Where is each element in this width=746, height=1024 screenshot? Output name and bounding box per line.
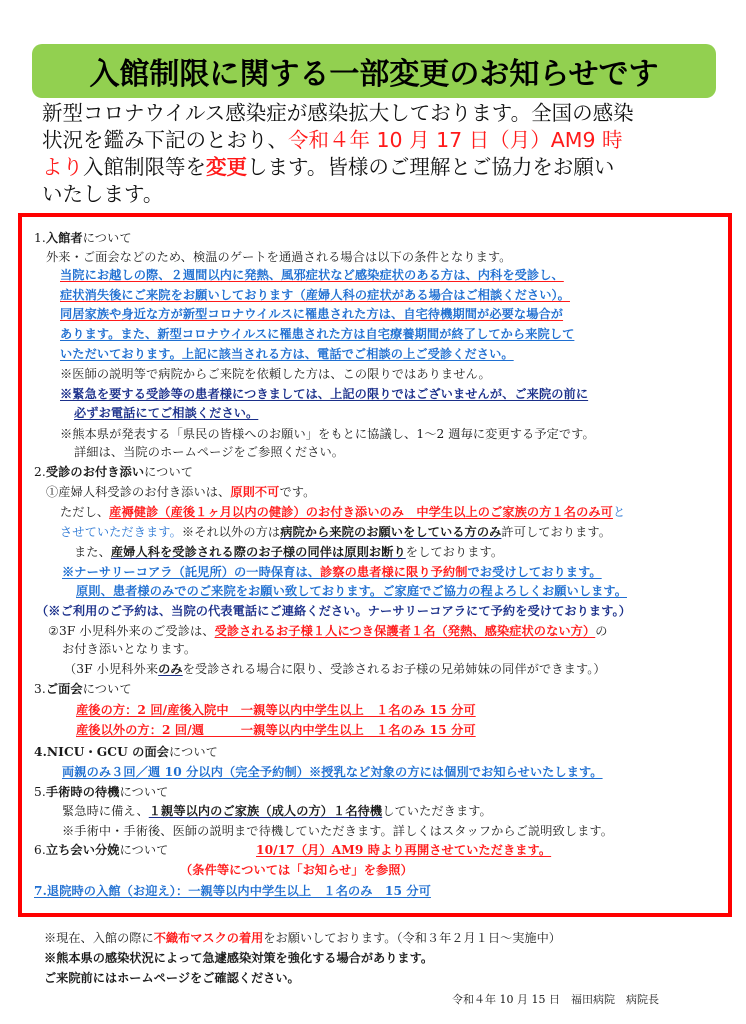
section-4-heading: 4.NICU・GCU の面会について (34, 745, 218, 759)
change-emphasis: 変更 (206, 155, 247, 179)
section-5-line: ※手術中・手術後、医師の説明まで待機していただきます。詳しくはスタッフからご説明致します。 (62, 824, 613, 838)
footer-line: ※熊本県の感染状況によって急遽感染対策を強化する場合があります。 (44, 951, 434, 965)
section-5-heading: 5.手術時の待機について (34, 785, 169, 799)
section-1-line: ※医師の説明等で病院からご来院を依頼した方は、この限りではありません。 (60, 367, 491, 381)
footer-line: ご来院前にはホームページをご確認ください。 (44, 971, 300, 985)
section-6-line: （条件等については「お知らせ」を参照） (180, 863, 413, 877)
visit-rule-postpartum: 産後の方：2 回/産後入院中 一親等以内中学生以上 １名のみ 15 分可 (76, 703, 476, 717)
section-1-line: ※緊急を要する受診等の患者様につきましては、上記の限りではございませんが、ご来院の前に (60, 387, 589, 401)
section-6-heading: 6.立ち会い分娩について (34, 843, 169, 857)
section-2-line: お付き添いとなります。 (62, 642, 197, 656)
effective-date: 令和４年 10 月 17 日（月）AM9 時 (288, 128, 623, 152)
section-4-line: 両親のみ３回／週 10 分以内（完全予約制）※授乳など対象の方には個別でお知らせいたします。 (62, 765, 603, 779)
footer-mask-note: ※現在、入館の際に不織布マスクの着用をお願いしております。（令和３年２月１日～実施中） (44, 931, 561, 945)
section-2-line: また、産婦人科を受診される際のお子様の同伴は原則お断りをしております。 (74, 545, 504, 559)
section-1-heading: 1.入館者について (34, 231, 132, 245)
intro-line: 状況を鑑み下記のとおり、令和４年 10 月 17 日（月）AM9 時 (42, 128, 623, 152)
section-2-line: させていただきます。※それ以外の方は病院から来院のお願いをしている方のみ許可しております。 (60, 525, 612, 539)
section-6-line: 10/17（月）AM9 時より再開させていただきます。 (256, 843, 552, 857)
section-7-line: 7.退院時の入館（お迎え）：一親等以内中学生以上 １名のみ 15 分可 (34, 884, 431, 898)
section-1-line: 同居家族や身近な方が新型コロナウイルスに罹患された方は、自宅待機期間が必要な場合が (60, 307, 564, 321)
intro-line: より入館制限等を変更します。皆様のご理解とご協力をお願い (42, 155, 615, 179)
footer-signature: 令和４年 10 月 15 日 福田病院 病院長 (452, 993, 659, 1006)
section-1-line: ※熊本県が発表する「県民の皆様へのお願い」をもとに協議し、1～2 週毎に変更する予定です。 (60, 427, 595, 441)
section-5-line: 緊急時に備え、１親等以内のご家族（成人の方）１名待機していただきます。 (62, 804, 492, 818)
section-1-line: いただいております。上記に該当される方は、電話でご相談の上ご受診ください。 (60, 347, 514, 361)
section-3-heading: 3.ご面会について (34, 682, 132, 696)
section-2-line: ②3F 小児科外来のご受診は、受診されるお子様１人につき保護者１名（発熱、感染症状のない方）の (48, 624, 608, 638)
section-1-line: 詳細は、当院のホームページをご参照ください。 (74, 445, 345, 459)
intro-line: いたします。 (42, 182, 164, 206)
section-1-line: 症状消失後にご来院をお願いしております（産婦人科の症状がある場合はご相談ください）。 (60, 288, 570, 302)
section-1-line: 外来・ご面会などのため、検温のゲートを通過される場合は以下の条件となります。 (46, 250, 512, 264)
intro-line: 新型コロナウイルス感染症が感染拡大しております。全国の感染 (42, 101, 634, 125)
notice-title: 入館制限に関する一部変更のお知らせです (32, 44, 716, 98)
intro-paragraph (42, 100, 722, 208)
section-1-line: 当院にお越しの際、２週間以内に発熱、風邪症状など感染症状のある方は、内科を受診し、 (60, 268, 564, 282)
section-2-line: ただし、産褥健診（産後１ヶ月以内の健診）のお付き添いのみ 中学生以上のご家族の方１名のみ可と (60, 505, 626, 519)
section-2-heading: 2.受診のお付き添いについて (34, 465, 194, 479)
section-2-line: （※ご利用のご予約は、当院の代表電話にご連絡ください。ナーサリーコアラにて予約を受けております。） (36, 604, 632, 618)
section-1-line: あります。また、新型コロナウイルスに罹患された方は自宅療養期間が終了してから来院して (60, 327, 575, 341)
section-1-line: 必ずお電話にてご相談ください。 (74, 406, 259, 420)
section-2-line: ※ナーサリーコアラ（託児所）の一時保育は、診察の患者様に限り予約制でお受けしております。 (62, 565, 602, 579)
section-2-line: 原則、患者様のみでのご来院をお願い致しております。ご家庭でご協力の程よろしくお願いします。 (76, 584, 627, 598)
visit-rule-other: 産後以外の方：2 回/週 一親等以内中学生以上 １名のみ 15 分可 (76, 723, 476, 737)
section-2-line: （3F 小児科外来のみを受診される場合に限り、受診されるお子様の兄弟姉妹の同伴ができます。） (64, 662, 606, 676)
section-2-line: ①産婦人科受診のお付き添いは、原則不可です。 (46, 485, 316, 499)
